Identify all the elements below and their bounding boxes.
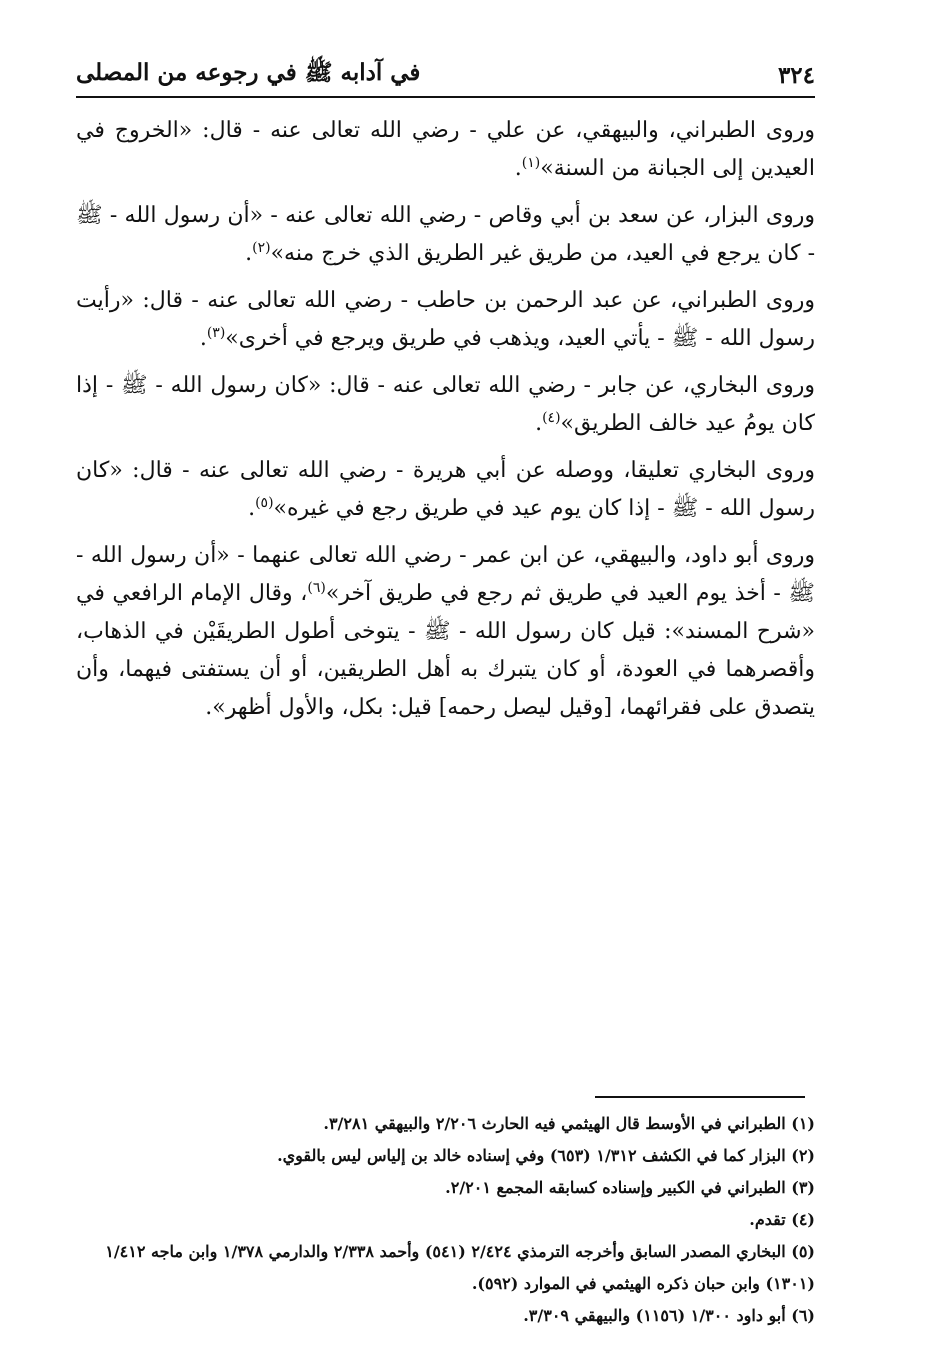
footnote: (٢) البزار كما في الكشف ١/٣١٢ (٦٥٣) وفي إسناده خالد بن إلياس ليس بالقوي.: [277, 1146, 815, 1165]
paragraph: وروى البزار، عن سعد بن أبي وقاص - رضي الله تعالى عنه - «أن رسول الله - ﷺ - كان يرجع في العيد، من طريق غير الطريق الذي خرج منه»$^{(٢)}$.: [76, 203, 815, 266]
footnote: (٥) البخاري المصدر السابق وأخرجه الترمذي ٢/٤٢٤ (٥٤١) وأحمد ٢/٣٣٨ والدارمي ١/٣٧٨ وابن ماجه ١/٤١٢ (١٣٠١) وابن حبان ذكره الهيثمي في الموارد (٥٩٢).: [105, 1242, 815, 1293]
page-number: ٣٢٤: [777, 61, 815, 89]
footnote-ref: (٥): [255, 495, 274, 511]
paragraph: وروى البخاري تعليقا، ووصله عن أبي هريرة - رضي الله تعالى عنه - قال: «كان رسول الله - ﷺ - إذا كان يوم عيد في طريق رجع في غيره»$^{(٥)}$.: [76, 458, 815, 521]
main-text: [76, 112, 815, 736]
paragraph: وروى الطبراني، والبيهقي، عن علي - رضي الله تعالى عنه - قال: «الخروج في العيدين إلى الجبانة من السنة»$^{(١)}$.: [76, 118, 815, 181]
footnote: (٣) الطبراني في الكبير وإسناده كسابقه المجمع ٢/٢٠١.: [445, 1178, 815, 1197]
page-header: [76, 56, 815, 94]
footnote: (٦) أبو داود ١/٣٠٠ (١١٥٦) والبيهقي ٣/٣٠٩.: [523, 1306, 815, 1325]
footnote: (١) الطبراني في الأوسط قال الهيثمي فيه الحارث ٢/٢٠٦ والبيهقي ٣/٢٨١.: [323, 1114, 815, 1133]
footnotes: [76, 1108, 815, 1332]
paragraph: وروى أبو داود، والبيهقي، عن ابن عمر - رضي الله تعالى عنهما - «أن رسول الله - ﷺ - أخذ يوم العيد في طريق ثم رجع في طريق آخر»$^{(٦)}$، وقال الإمام الرافعي في «شرح المسند»: قيل كان رسول الله - ﷺ - يتوخى أطول الطريقَيْن في الذهاب، وأقصرهما في العودة، أو كان يتبرك به أهل الطريقين، أو أن يستفتى فيهما، وأن يتصدق على فقرائهما، [وقيل ليصل رحمه] قيل: بكل، والأول أظهر».: [76, 543, 816, 720]
paragraph: وروى الطبراني، عن عبد الرحمن بن حاطب - رضي الله تعالى عنه - قال: «رأيت رسول الله - ﷺ - يأتي العيد، ويذهب في طريق ويرجع في أخرى»$^{(٣)}$.: [76, 288, 815, 351]
footnote-ref: (٦): [307, 580, 326, 596]
footnote-ref: (٤): [542, 410, 561, 426]
footnote-ref: (١): [521, 155, 541, 171]
footnote: (٤) تقدم.: [749, 1210, 815, 1229]
running-title: في آدابه ﷺ في رجوعه من المصلى: [76, 59, 421, 86]
footnote-ref: (٢): [252, 240, 271, 256]
header-rule: [76, 96, 815, 98]
paragraph: وروى البخاري، عن جابر - رضي الله تعالى عنه - قال: «كان رسول الله - ﷺ - إذا كان يومُ عيد خالف الطريق»$^{(٤)}$.: [76, 373, 815, 436]
footnote-rule: [595, 1096, 805, 1098]
footnote-ref: (٣): [206, 325, 226, 341]
